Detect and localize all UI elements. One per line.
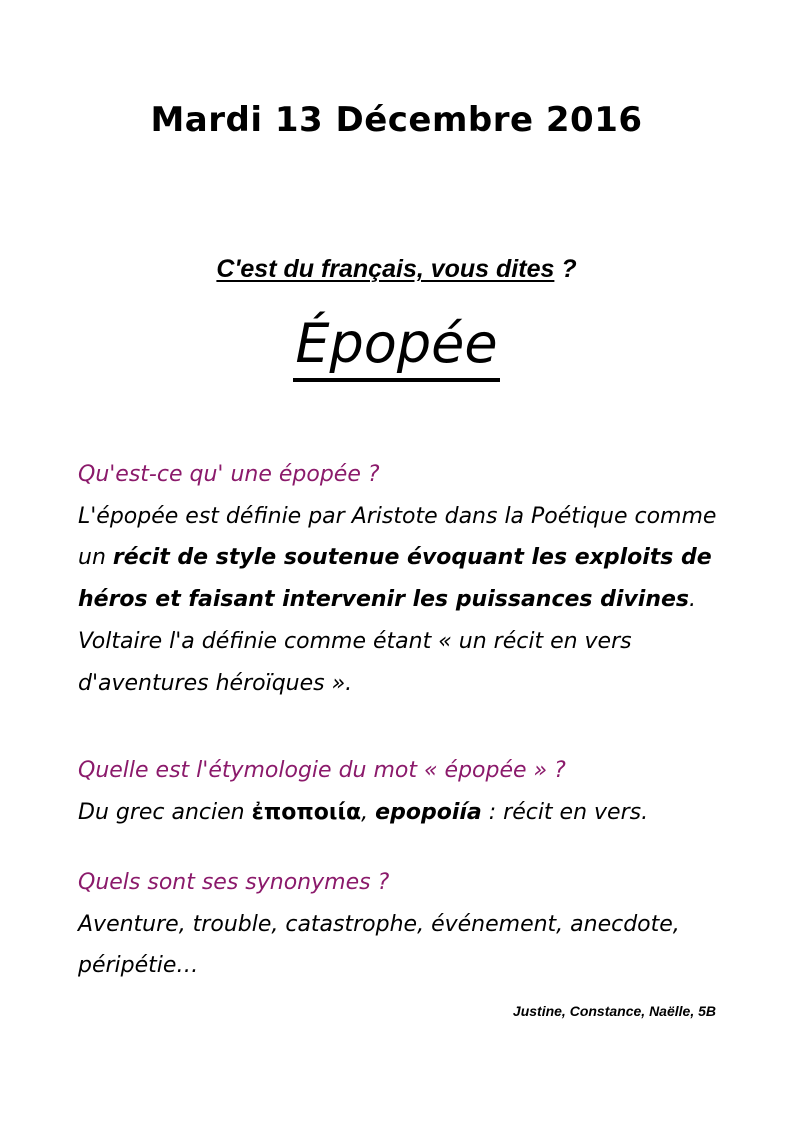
- document-date: Mardi 13 Décembre 2016: [150, 100, 643, 140]
- greek-word: ἐποποιία: [251, 799, 362, 825]
- question-synonyms: Quels sont ses synonymes ?: [78, 870, 390, 895]
- featured-word: [0, 312, 793, 382]
- etymology-separator: ,: [361, 799, 376, 825]
- section-etymology: [78, 750, 718, 833]
- definition-text-start: L'épopée est définie par Aristote dans la Poétique comme un: [78, 503, 717, 571]
- section-synonyms: [78, 862, 718, 987]
- synonyms-text: Aventure, trouble, catastrophe, événement, anecdote, péripétie…: [78, 911, 680, 979]
- subtitle-question-mark: ?: [554, 255, 577, 283]
- etymology-text-end: : récit en vers.: [481, 799, 649, 825]
- transliteration: epopoiía: [375, 799, 482, 825]
- subtitle: [0, 255, 793, 284]
- question-etymology: Quelle est l'étymologie du mot « épopée » ?: [78, 758, 566, 783]
- featured-word-text: Épopée: [293, 314, 499, 382]
- etymology-text-start: Du grec ancien: [78, 799, 252, 825]
- authors-credit: Justine, Constance, Naëlle, 5B: [512, 1003, 716, 1019]
- definition-text-end: . Voltaire l'a définie comme étant « un récit en vers d'aventures héroïques ».: [78, 587, 697, 696]
- subtitle-underlined: C'est du français, vous dites: [216, 255, 555, 283]
- definition-text-bold: récit de style soutenue évoquant les exploits de héros et faisant intervenir les puissances divines: [78, 545, 712, 613]
- section-definition: [78, 454, 718, 704]
- question-definition: Qu'est-ce qu' une épopée ?: [78, 462, 380, 487]
